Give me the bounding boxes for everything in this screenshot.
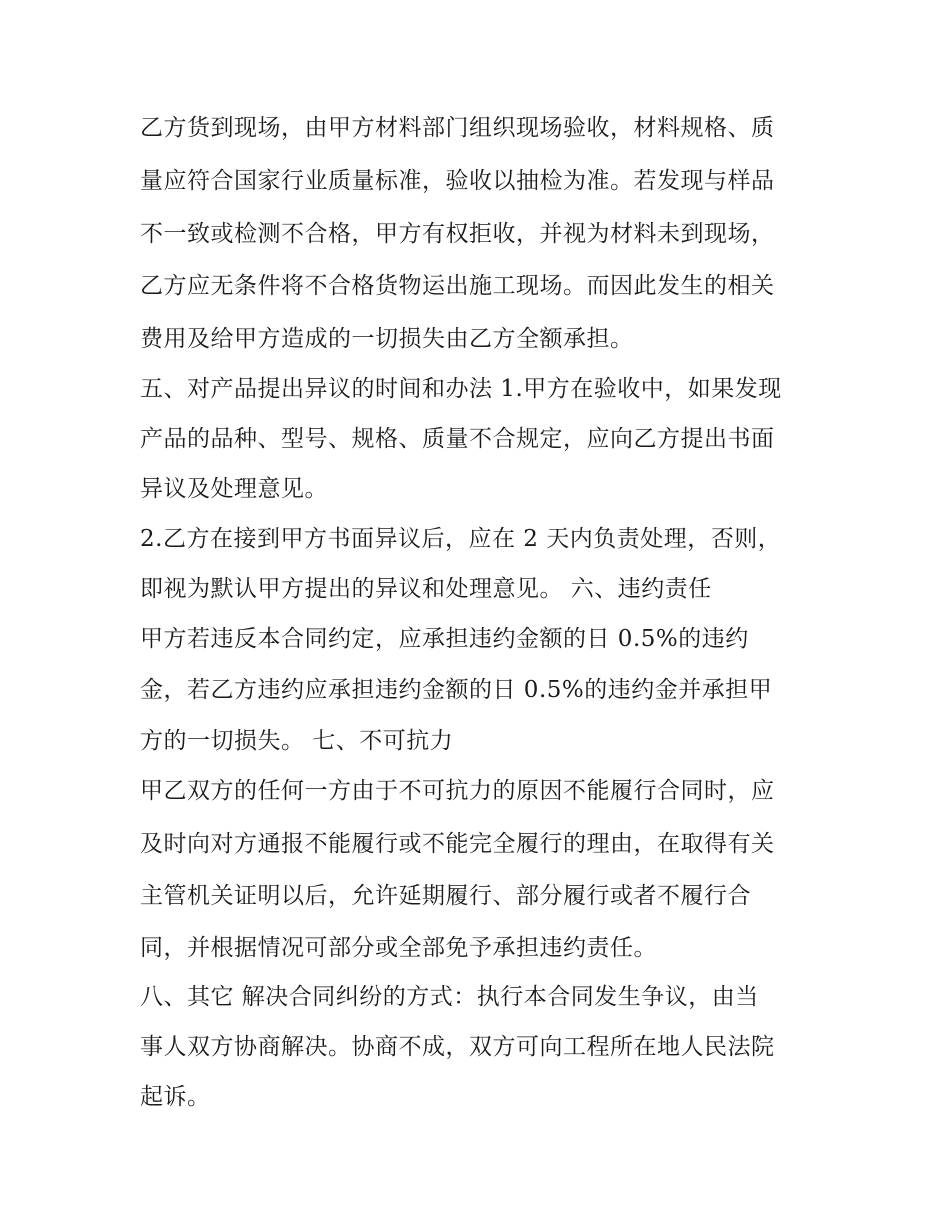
text-line: 同，并根据情况可部分或全部免予承担违约责任。 [140, 935, 657, 961]
text-line: 费用及给甲方造成的一切损失由乙方全额承担。 [140, 326, 634, 352]
text-line: 产品的品种、型号、规格、质量不合规定，应向乙方提出书面 [140, 426, 775, 452]
text-line: 甲乙双方的任何一方由于不可抗力的原因不能履行合同时，应 [140, 778, 775, 804]
text-line: 起诉。 [140, 1084, 211, 1110]
text-line: 量应符合国家行业质量标准，验收以抽检为准。若发现与样品 [140, 168, 775, 194]
text-line: 异议及处理意见。 [140, 476, 328, 502]
text-line: 方的一切损失。 七、不可抗力 [140, 728, 454, 754]
text-line: 2.乙方在接到甲方书面异议后，应在 2 天内负责处理，否则， [140, 526, 782, 552]
text-line: 乙方应无条件将不合格货物运出施工现场。而因此发生的相关 [140, 273, 775, 299]
text-line: 甲方若违反本合同约定，应承担违约金额的日 0.5%的违约 [140, 626, 749, 652]
section-heading-line: 五、对产品提出异议的时间和办法 1.甲方在验收中，如果发现 [140, 376, 782, 402]
text-line: 不一致或检测不合格，甲方有权拒收，并视为材料未到现场， [140, 221, 775, 247]
text-line: 主管机关证明以后，允许延期履行、部分履行或者不履行合 [140, 883, 751, 909]
text-line: 事人双方协商解决。协商不成，双方可向工程所在地人民法院 [140, 1034, 775, 1060]
section-heading-line: 八、其它 解决合同纠纷的方式：执行本合同发生争议，由当 [140, 984, 759, 1010]
text-line: 乙方货到现场，由甲方材料部门组织现场验收，材料规格、质 [140, 115, 775, 141]
text-line: 即视为默认甲方提出的异议和处理意见。 六、违约责任 [140, 576, 712, 602]
text-line: 及时向对方通报不能履行或不能完全履行的理由，在取得有关 [140, 831, 775, 857]
text-line: 金，若乙方违约应承担违约金额的日 0.5%的违约金并承担甲 [140, 677, 773, 703]
